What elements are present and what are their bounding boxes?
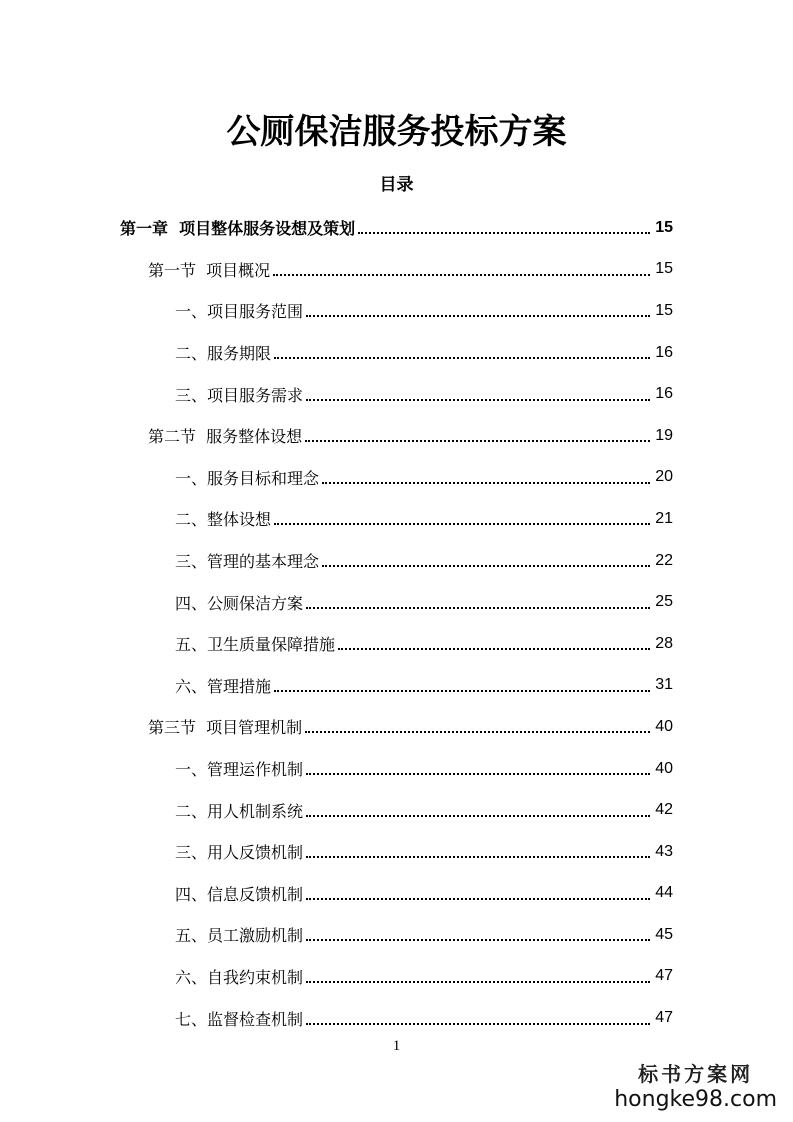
toc-entry-label: 四、信息反馈机制 xyxy=(175,884,304,904)
toc-entry-label: 第一节 项目概况 xyxy=(148,260,271,280)
toc-entry[interactable] xyxy=(0,706,793,748)
toc-dot-leader xyxy=(306,772,650,775)
toc-entry[interactable] xyxy=(0,332,793,374)
toc-heading: 目录 xyxy=(379,175,414,195)
toc-entry[interactable] xyxy=(0,623,793,665)
toc-dot-leader xyxy=(273,273,650,276)
toc-entry[interactable] xyxy=(0,415,793,457)
toc-dot-leader xyxy=(306,980,650,983)
toc-dot-leader xyxy=(274,689,650,692)
toc-entry-page: 47 xyxy=(655,1009,673,1027)
toc-entry-label: 一、管理运作机制 xyxy=(175,760,304,780)
toc-entry[interactable] xyxy=(0,831,793,873)
toc-entry-label: 五、员工激励机制 xyxy=(175,926,304,946)
toc-dot-leader xyxy=(306,1022,650,1025)
toc-entry[interactable] xyxy=(0,873,793,915)
toc-entry[interactable] xyxy=(0,789,793,831)
toc-dot-leader xyxy=(274,356,650,359)
toc-dot-leader xyxy=(305,730,650,733)
toc-entry-page: 45 xyxy=(655,925,673,943)
watermark-logo xyxy=(614,1058,777,1112)
toc-dot-leader xyxy=(306,606,650,609)
toc-entry-page: 16 xyxy=(655,385,673,403)
toc-entry-label: 三、用人反馈机制 xyxy=(175,843,304,863)
toc-entry[interactable] xyxy=(0,748,793,790)
toc-dot-leader xyxy=(306,314,650,317)
toc-entry-label: 五、卫生质量保障措施 xyxy=(175,635,336,655)
toc-entry-page: 31 xyxy=(655,676,673,694)
toc-entry[interactable] xyxy=(0,540,793,582)
toc-entry-page: 42 xyxy=(655,801,673,819)
toc-entry-page: 20 xyxy=(655,468,673,486)
toc-entry-page: 21 xyxy=(655,509,673,527)
toc-entry-label: 四、公厕保洁方案 xyxy=(175,593,304,613)
toc-dot-leader xyxy=(305,439,650,442)
toc-entry-page: 40 xyxy=(655,717,673,735)
toc-entry[interactable] xyxy=(0,498,793,540)
toc-entry[interactable] xyxy=(0,207,793,249)
toc-entry-label: 二、服务期限 xyxy=(175,344,272,364)
toc-entry-label: 六、管理措施 xyxy=(175,676,272,696)
toc-entry-page: 15 xyxy=(655,301,673,319)
toc-entry-label: 三、项目服务需求 xyxy=(175,385,304,405)
toc-entry-label: 第一章 项目整体服务设想及策划 xyxy=(120,219,356,239)
toc-entry[interactable] xyxy=(0,290,793,332)
toc-dot-leader xyxy=(306,855,650,858)
toc-entry-label: 一、项目服务范围 xyxy=(175,302,304,322)
toc-entry[interactable] xyxy=(0,249,793,291)
toc-dot-leader xyxy=(306,398,650,401)
toc-entry[interactable] xyxy=(0,956,793,998)
toc-entry-label: 三、管理的基本理念 xyxy=(175,552,320,572)
toc-entry[interactable] xyxy=(0,665,793,707)
toc-dot-leader xyxy=(306,938,650,941)
toc-entry-label: 第三节 项目管理机制 xyxy=(148,718,303,738)
toc-entry-page: 43 xyxy=(655,842,673,860)
toc-entry-page: 40 xyxy=(655,759,673,777)
watermark-site-domain: hongke98.com xyxy=(614,1087,777,1112)
toc-entry-label: 二、用人机制系统 xyxy=(175,801,304,821)
toc-dot-leader xyxy=(274,522,650,525)
table-of-contents xyxy=(0,207,793,1039)
toc-entry[interactable] xyxy=(0,581,793,623)
toc-entry-page: 28 xyxy=(655,634,673,652)
toc-entry[interactable] xyxy=(0,457,793,499)
toc-entry[interactable] xyxy=(0,997,793,1039)
toc-entry[interactable] xyxy=(0,373,793,415)
toc-dot-leader xyxy=(322,481,650,484)
page-number: 1 xyxy=(392,1038,401,1054)
toc-entry-label: 一、服务目标和理念 xyxy=(175,468,320,488)
toc-entry[interactable] xyxy=(0,914,793,956)
toc-entry-page: 25 xyxy=(655,593,673,611)
toc-entry-page: 15 xyxy=(655,218,673,236)
toc-entry-label: 六、自我约束机制 xyxy=(175,967,304,987)
toc-dot-leader xyxy=(306,897,650,900)
toc-entry-label: 二、整体设想 xyxy=(175,510,272,530)
toc-entry-page: 16 xyxy=(655,343,673,361)
toc-dot-leader xyxy=(358,231,650,234)
toc-dot-leader xyxy=(322,564,650,567)
toc-dot-leader xyxy=(306,814,650,817)
toc-entry-label: 第二节 服务整体设想 xyxy=(148,427,303,447)
toc-entry-page: 44 xyxy=(655,884,673,902)
watermark-site-name: 标书方案网 xyxy=(638,1062,754,1086)
toc-entry-page: 15 xyxy=(655,260,673,278)
toc-entry-label: 七、监督检查机制 xyxy=(175,1009,304,1029)
toc-entry-page: 22 xyxy=(655,551,673,569)
document-title: 公厕保洁服务投标方案 xyxy=(226,112,567,152)
toc-entry-page: 47 xyxy=(655,967,673,985)
toc-entry-page: 19 xyxy=(655,426,673,444)
toc-dot-leader xyxy=(338,647,650,650)
